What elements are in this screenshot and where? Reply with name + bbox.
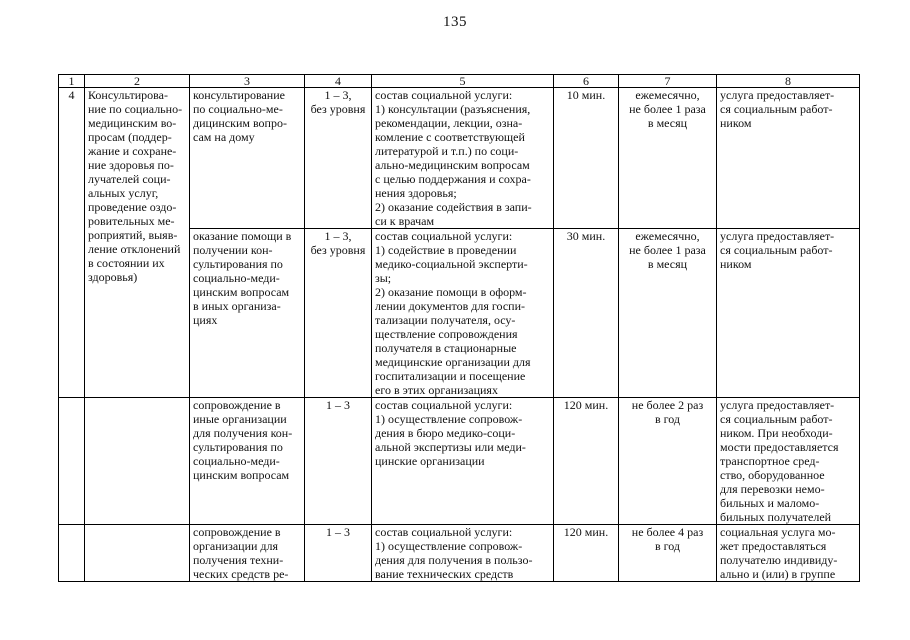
service-level: 1 – 3, без уровня [305, 229, 372, 398]
service-frequency: ежемесячно, не более 1 раза в месяц [619, 88, 717, 229]
header-cell: 3 [190, 75, 305, 88]
service-time: 120 мин. [554, 525, 619, 582]
service-level: 1 – 3, без уровня [305, 88, 372, 229]
service-frequency: не более 4 раз в год [619, 525, 717, 582]
empty-cell [59, 525, 85, 582]
service-content: состав социальной услуги: 1) осуществление сопровож- дения в бюро медико-соци- альной экспертизы или меди- цинские организации [372, 398, 554, 525]
service-level: 1 – 3 [305, 398, 372, 525]
service-note: услуга предоставляет- ся социальным работ- ником [717, 88, 860, 229]
service-content: состав социальной услуги: 1) осуществление сопровож- дения для получения в пользо- вание технических средств [372, 525, 554, 582]
header-cell: 1 [59, 75, 85, 88]
header-cell: 2 [85, 75, 190, 88]
empty-cell [85, 525, 190, 582]
table-row [59, 88, 860, 229]
header-cell: 6 [554, 75, 619, 88]
service-time: 120 мин. [554, 398, 619, 525]
service-name: консультирование по социально-ме- дицинским вопро- сам на дому [190, 88, 305, 229]
service-frequency: не более 2 раз в год [619, 398, 717, 525]
service-name: оказание помощи в получении кон- сультирования по социально-меди- цинским вопросам в иных организа- циях [190, 229, 305, 398]
service-content: состав социальной услуги: 1) консультации (разъяснения, рекомендации, лекции, озна- комление с соответствующей литературой и т.п.) по соци- ально-медицинским вопросам с целью поддержания и сохра- нения здоровья; 2) оказание содействия в запи- си к врачам [372, 88, 554, 229]
empty-cell [85, 398, 190, 525]
table-row [59, 398, 860, 525]
header-cell: 5 [372, 75, 554, 88]
row-number: 4 [59, 88, 85, 398]
service-note: услуга предоставляет- ся социальным работ- ником. При необходи- мости предоставляется транспортное сред- ство, оборудованное для перевозки немо- бильных и маломо- бильных получателей [717, 398, 860, 525]
page-number: 135 [443, 14, 467, 30]
service-frequency: ежемесячно, не более 1 раза в месяц [619, 229, 717, 398]
service-category: Консультирова- ние по социально- медицинским во- просам (поддер- жание и сохране- ние здоровья по- лучателей соци- альных услуг, проведение оздо- ровительных ме- роприятий, выяв- ление отклонений в состоянии их здоровья) [85, 88, 190, 398]
service-time: 30 мин. [554, 229, 619, 398]
service-level: 1 – 3 [305, 525, 372, 582]
table-row [59, 525, 860, 582]
header-cell: 8 [717, 75, 860, 88]
services-table [58, 74, 860, 582]
service-content: состав социальной услуги: 1) содействие в проведении медико-социальной эксперти- зы; 2) оказание помощи в оформ- лении документов для госпи- тализации получателя, осу- ществление сопровождения получателя в стационарные медицинские организации для госпитализации и посещение его в этих организациях [372, 229, 554, 398]
empty-cell [59, 398, 85, 525]
header-row [59, 75, 860, 88]
service-time: 10 мин. [554, 88, 619, 229]
header-cell: 7 [619, 75, 717, 88]
service-note: социальная услуга мо- жет предоставляться получателю индивиду- ально и (или) в группе [717, 525, 860, 582]
service-name: сопровождение в иные организации для получения кон- сультирования по социально-меди- цинским вопросам [190, 398, 305, 525]
service-note: услуга предоставляет- ся социальным работ- ником [717, 229, 860, 398]
header-cell: 4 [305, 75, 372, 88]
service-name: сопровождение в организации для получения техни- ческих средств ре- [190, 525, 305, 582]
